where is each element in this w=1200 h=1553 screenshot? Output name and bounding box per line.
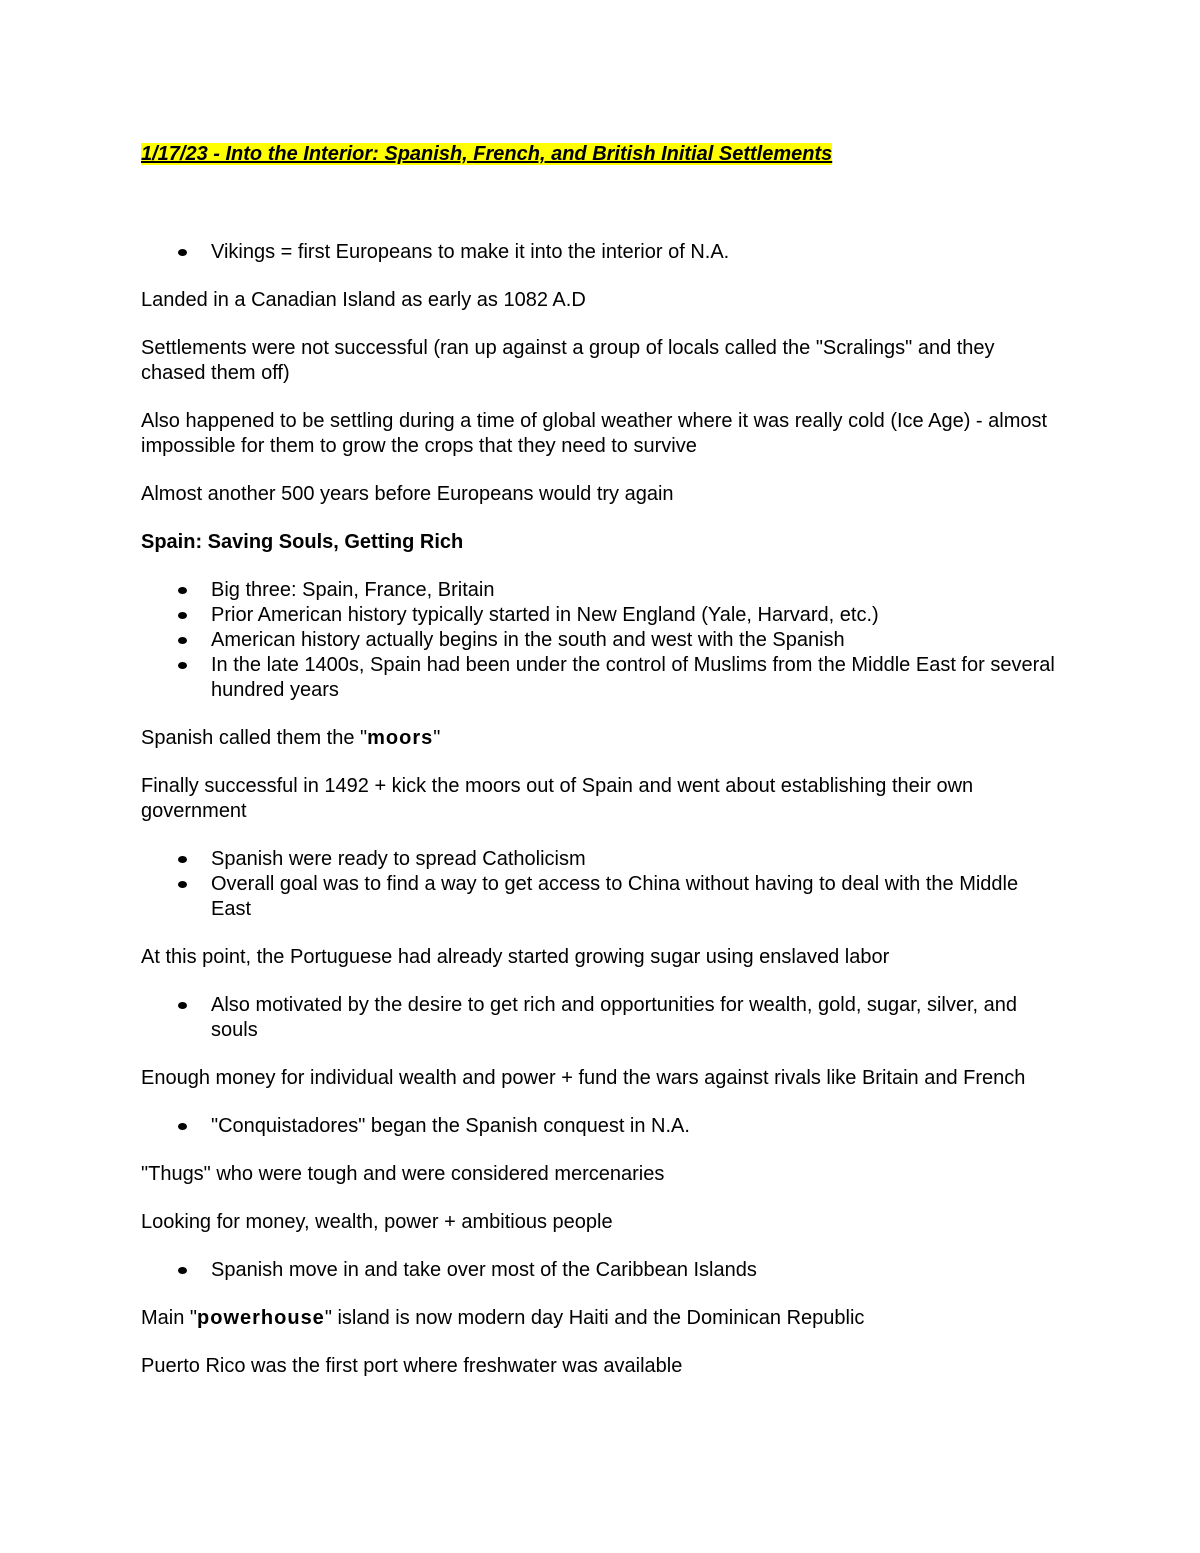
paragraph-powerhouse bbox=[141, 1306, 1061, 1331]
list-item-text: Spanish were ready to spread Catholicism bbox=[211, 848, 586, 870]
bullet-list-vikings bbox=[141, 240, 1061, 265]
bullet-icon bbox=[178, 587, 187, 594]
list-item-text: Prior American history typically started in New England (Yale, Harvard, etc.) bbox=[211, 604, 879, 626]
bullet-list-spain bbox=[141, 578, 1061, 703]
list-item bbox=[141, 872, 1061, 922]
document-body bbox=[141, 142, 1061, 1402]
list-item bbox=[141, 578, 1061, 603]
bullet-list-goals bbox=[141, 847, 1061, 922]
document-title bbox=[141, 143, 832, 165]
list-item bbox=[141, 240, 1061, 265]
list-item-text: In the late 1400s, Spain had been under the control of Muslims from the Middle East for several hundred years bbox=[211, 654, 1055, 701]
bullet-icon bbox=[178, 612, 187, 619]
paragraph-500-years: Almost another 500 years before Europeans would try again bbox=[141, 483, 674, 505]
text-fragment: Spanish called them the " bbox=[141, 727, 368, 749]
text-fragment: Main " bbox=[141, 1307, 198, 1329]
paragraph-thugs: "Thugs" who were tough and were considered mercenaries bbox=[141, 1163, 665, 1185]
list-item-text: Also motivated by the desire to get rich and opportunities for wealth, gold, sugar, silver, and souls bbox=[211, 994, 1018, 1041]
paragraph-money: Enough money for individual wealth and power + fund the wars against rivals like Britain and French bbox=[141, 1067, 1026, 1089]
list-item bbox=[141, 993, 1061, 1043]
bold-term-moors: moors bbox=[367, 727, 434, 749]
list-item bbox=[141, 1258, 1061, 1283]
bullet-icon bbox=[178, 249, 187, 256]
bullet-icon bbox=[178, 1267, 187, 1274]
list-item-text: Spanish move in and take over most of the Caribbean Islands bbox=[211, 1259, 757, 1281]
list-item bbox=[141, 847, 1061, 872]
bullet-icon bbox=[178, 637, 187, 644]
paragraph-landed: Landed in a Canadian Island as early as 1082 A.D bbox=[141, 289, 586, 311]
paragraph-settlements: Settlements were not successful (ran up against a group of locals called the "Scralings" and they chased them off) bbox=[141, 337, 995, 384]
paragraph-ice-age: Also happened to be settling during a time of global weather where it was really cold (Ice Age) - almost impossible for them to grow the crops that they need to survive bbox=[141, 410, 1048, 457]
title-spacer bbox=[141, 167, 1061, 240]
section-heading-spain: Spain: Saving Souls, Getting Rich bbox=[141, 531, 464, 553]
list-item-text: American history actually begins in the south and west with the Spanish bbox=[211, 629, 845, 651]
paragraph-puerto-rico: Puerto Rico was the first port where freshwater was available bbox=[141, 1355, 683, 1377]
bullet-list-caribbean bbox=[141, 1258, 1061, 1283]
list-item bbox=[141, 628, 1061, 653]
paragraph-moors bbox=[141, 726, 1061, 751]
list-item bbox=[141, 603, 1061, 628]
bullet-icon bbox=[178, 856, 187, 863]
title-highlight: 1/17/23 - Into the Interior: Spanish, French, and British Initial Settlements bbox=[141, 143, 833, 165]
list-item-text: Big three: Spain, France, Britain bbox=[211, 579, 495, 601]
list-item bbox=[141, 1114, 1061, 1139]
bullet-icon bbox=[178, 881, 187, 888]
bullet-list-motivation bbox=[141, 993, 1061, 1043]
bullet-icon bbox=[178, 662, 187, 669]
paragraph-1492: Finally successful in 1492 + kick the moors out of Spain and went about establishing their own government bbox=[141, 775, 974, 822]
list-item-text: Vikings = first Europeans to make it into the interior of N.A. bbox=[211, 241, 730, 263]
text-fragment: " island is now modern day Haiti and the Dominican Republic bbox=[324, 1307, 865, 1329]
bold-term-powerhouse: powerhouse bbox=[197, 1307, 325, 1329]
bullet-icon bbox=[178, 1002, 187, 1009]
list-item bbox=[141, 653, 1061, 703]
list-item-text: "Conquistadores" began the Spanish conquest in N.A. bbox=[211, 1115, 690, 1137]
paragraph-portuguese: At this point, the Portuguese had already started growing sugar using enslaved labor bbox=[141, 946, 890, 968]
bullet-icon bbox=[178, 1123, 187, 1130]
bullet-list-conquistadores bbox=[141, 1114, 1061, 1139]
list-item-text: Overall goal was to find a way to get access to China without having to deal with the Middle East bbox=[211, 873, 1019, 920]
text-fragment: " bbox=[433, 727, 441, 749]
paragraph-ambitious: Looking for money, wealth, power + ambitious people bbox=[141, 1211, 613, 1233]
